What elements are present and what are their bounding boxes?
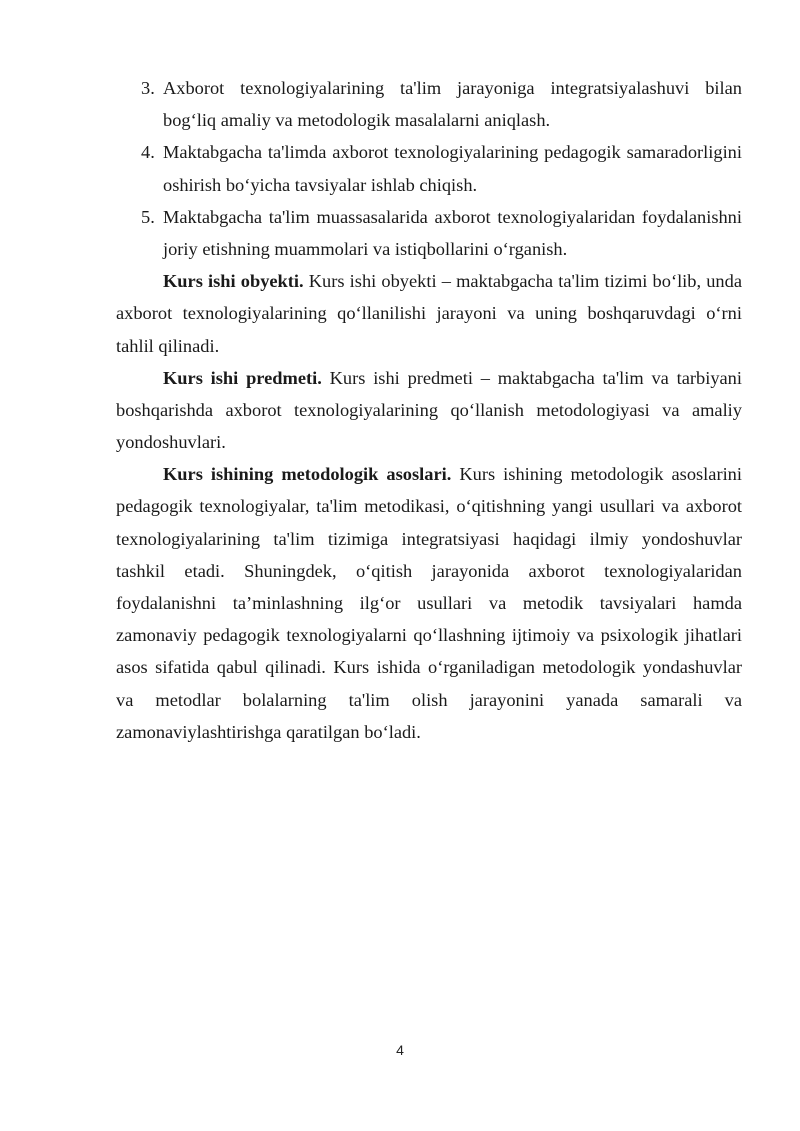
list-item — [116, 136, 742, 200]
paragraph-line: yondoshuvlari. — [116, 432, 226, 453]
list-item-number: 4. — [141, 142, 155, 163]
paragraph-line: axborot texnologiyalarining qo‘llanilishi jarayoni va uning boshqaruvdagi o‘rni — [116, 303, 742, 324]
paragraph-line: va metodlar bolalarning ta'lim olish jarayonini yanada samarali va — [116, 689, 742, 710]
page-number: 4 — [396, 1042, 404, 1058]
paragraph-lead: Kurs ishi predmeti. — [163, 367, 322, 388]
list-item-text: Maktabgacha ta'limda axborot texnologiyalarining pedagogik samaradorligini — [163, 142, 742, 163]
list-item-number: 5. — [141, 206, 155, 227]
paragraph-object — [116, 265, 742, 362]
paragraph-lead: Kurs ishining metodologik asoslari. — [163, 464, 452, 485]
list-item-number: 3. — [141, 78, 155, 98]
page-body — [116, 72, 742, 748]
list-item-line — [116, 72, 742, 104]
paragraph-line — [116, 265, 742, 297]
paragraph-line: tahlil qilinadi. — [116, 335, 220, 356]
paragraph-text: Kurs ishi predmeti – maktabgacha ta'lim va tarbiyani — [321, 367, 742, 388]
list-item — [116, 72, 742, 136]
paragraph-line: boshqarishda axborot texnologiyalarining qo‘llanish metodologiyasi va amaliy — [116, 399, 742, 420]
paragraph-text: Kurs ishining metodologik asoslarini — [451, 464, 742, 485]
paragraph-line: zamonaviylashtirishga qaratilgan bo‘ladi. — [116, 721, 421, 742]
paragraph-lead: Kurs ishi obyekti. — [163, 271, 304, 292]
list-item-line — [116, 136, 742, 168]
paragraph-line — [116, 458, 742, 490]
list-item-text: Maktabgacha ta'lim muassasalarida axborot texnologiyalaridan foydalanishni — [163, 206, 742, 227]
paragraph-line: asos sifatida qabul qilinadi. Kurs ishida o‘rganiladigan metodologik yondashuvlar — [116, 657, 742, 678]
paragraph-line: foydalanishni ta’minlashning ilg‘or usullari va metodik tavsiyalari hamda — [116, 593, 742, 613]
list-item-line — [116, 201, 742, 233]
paragraph-line: pedagogik texnologiyalar, ta'lim metodikasi, o‘qitishning yangi usullari va axborot — [116, 496, 742, 517]
paragraph-text: Kurs ishi obyekti – maktabgacha ta'lim tizimi bo‘lib, unda — [303, 271, 742, 292]
paragraph-line — [116, 362, 742, 394]
list-item-line: joriy etishning muammolari va istiqbollarini o‘rganish. — [163, 238, 568, 259]
list-item-line: oshirish bo‘yicha tavsiyalar ishlab chiqish. — [163, 174, 478, 195]
paragraph-line: zamonaviy pedagogik texnologiyalarni qo‘llashning ijtimoiy va psixologik jihatlari — [116, 625, 742, 646]
paragraph-subject — [116, 362, 742, 459]
paragraph-line: tashkil etadi. Shuningdek, o‘qitish jarayonida axborot texnologiyalaridan — [116, 560, 742, 581]
task-list — [116, 72, 742, 265]
paragraph-methodology — [116, 458, 742, 748]
list-item-text: Axborot texnologiyalarining ta'lim jarayoniga integratsiyalashuvi bilan — [163, 78, 742, 98]
list-item — [116, 201, 742, 265]
paragraph-line: texnologiyalarining ta'lim tizimiga integratsiyasi haqidagi ilmiy yondoshuvlar — [116, 528, 742, 549]
list-item-line: bog‘liq amaliy va metodologik masalalarni aniqlash. — [163, 110, 551, 131]
